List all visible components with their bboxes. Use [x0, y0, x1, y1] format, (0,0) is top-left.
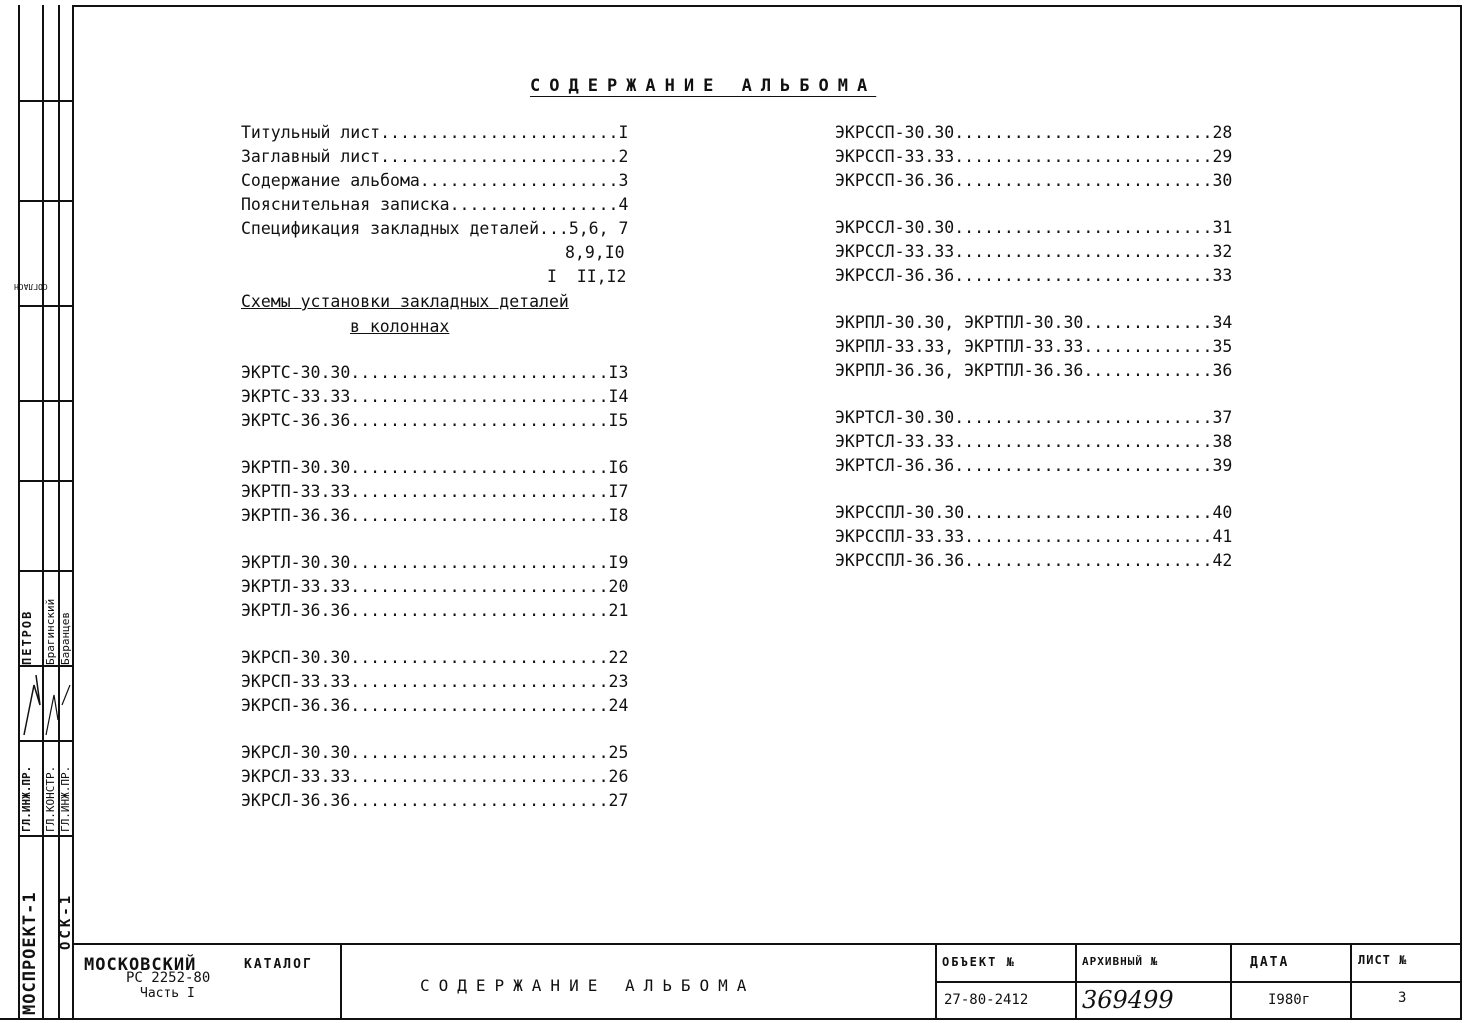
strip-line-2 [42, 5, 44, 1018]
toc-continuation: 8,9,I0 [565, 243, 625, 262]
toc-entry: ЭКРСЛ-36.36..........................27 [241, 791, 629, 810]
toc-entry: ЭКРТС-33.33..........................I4 [241, 387, 629, 406]
tb-code: РС 2252-80 [126, 970, 211, 986]
section-heading-2: в колоннах [350, 317, 450, 336]
strip-line-1 [18, 5, 20, 1018]
toc-continuation: I II,I2 [547, 267, 627, 286]
toc-entry: ЭКРТЛ-36.36..........................21 [241, 601, 629, 620]
strip-row-4 [18, 400, 72, 402]
strip-line-4 [72, 5, 74, 1018]
toc-entry: ЭКРТСЛ-36.36..........................39 [835, 456, 1233, 475]
toc-entry: ЭКРССПЛ-36.36.........................42 [835, 551, 1233, 570]
tb-org: МОСКОВСКИЙ [84, 955, 197, 975]
toc-entry: ЭКРСЛ-30.30..........................25 [241, 743, 629, 762]
toc-entry: Содержание альбома....................3 [241, 171, 629, 190]
tb-sheet-value: 3 [1398, 990, 1407, 1006]
toc-entry: ЭКРТП-36.36..........................I8 [241, 506, 629, 525]
toc-entry: ЭКРССЛ-30.30..........................31 [835, 218, 1233, 237]
toc-entry: ЭКРТЛ-33.33..........................20 [241, 577, 629, 596]
toc-entry: ЭКРПЛ-30.30, ЭКРТПЛ-30.30.............34 [835, 313, 1233, 332]
tb-part: Часть I [140, 986, 195, 1001]
tb-object-value: 27-80-2412 [944, 992, 1029, 1008]
toc-entry: Титульный лист........................I [241, 123, 629, 142]
strip-row-2 [18, 200, 72, 202]
tb-mid-line [935, 981, 1462, 983]
tb-archive-value: 369499 [1082, 986, 1174, 1014]
toc-entry: ЭКРССП-33.33..........................29 [835, 147, 1233, 166]
strip-name-2: Брагинский [44, 598, 57, 665]
toc-entry: ЭКРТП-30.30..........................I6 [241, 458, 629, 477]
strip-name-1: ПЕТРОВ [20, 609, 34, 665]
strip-role-2: ГЛ.КОНСТР. [44, 765, 57, 832]
tb-date-value: I980г [1268, 992, 1311, 1008]
tb-archive-label: АРХИВНЫЙ № [1082, 955, 1159, 968]
strip-name-3: Баранцев [59, 612, 72, 665]
tb-catalog: КАТАЛОГ [244, 957, 313, 972]
tb-divider-1 [340, 943, 342, 1018]
strip-row-6 [18, 570, 72, 572]
toc-entry: ЭКРТП-33.33..........................I7 [241, 482, 629, 501]
strip-dept: ОСК-1 [58, 892, 74, 950]
strip-line-3 [58, 5, 60, 1018]
title-block-top [72, 943, 1462, 945]
page-title: СОДЕРЖАНИЕ АЛЬБОМА [530, 76, 877, 96]
strip-row-9 [18, 835, 72, 837]
toc-entry: ЭКРПЛ-33.33, ЭКРТПЛ-33.33.............35 [835, 337, 1233, 356]
toc-entry: ЭКРССПЛ-33.33.........................41 [835, 527, 1233, 546]
toc-entry: ЭКРТЛ-30.30..........................I9 [241, 553, 629, 572]
toc-entry: ЭКРССПЛ-30.30.........................40 [835, 503, 1233, 522]
toc-entry: ЭКРТС-30.30..........................I3 [241, 363, 629, 382]
toc-entry: ЭКРССП-30.30..........................28 [835, 123, 1233, 142]
tb-sheet-name: СОДЕРЖАНИЕ АЛЬБОМА [420, 976, 756, 995]
tb-sheet-label: ЛИСТ № [1358, 953, 1408, 967]
strip-role-1: ГЛ.ИНЖ.ПР. [20, 765, 33, 832]
toc-entry: Спецификация закладных деталей...5,6, 7 [241, 219, 629, 238]
toc-entry: ЭКРСП-30.30..........................22 [241, 648, 629, 667]
strip-role-3: ГЛ.ИНЖ.ПР. [59, 765, 72, 832]
toc-entry: Пояснительная записка.................4 [241, 195, 629, 214]
tb-date-label: ДАТА [1250, 955, 1290, 970]
frame-right-border [1460, 5, 1462, 1018]
strip-stamp: СОГЛАСН [14, 282, 48, 291]
strip-org: МОСПРОЕКТ-1 [20, 891, 40, 1015]
toc-entry: Заглавный лист........................2 [241, 147, 629, 166]
toc-entry: ЭКРСП-36.36..........................24 [241, 696, 629, 715]
section-heading: Схемы установки закладных деталей [241, 292, 569, 311]
frame-top-border [72, 5, 1462, 7]
toc-entry: ЭКРСЛ-33.33..........................26 [241, 767, 629, 786]
tb-object-label: ОБЪЕКТ № [942, 955, 1016, 969]
toc-entry: ЭКРСП-33.33..........................23 [241, 672, 629, 691]
toc-entry: ЭКРССП-36.36..........................30 [835, 171, 1233, 190]
strip-row-5 [18, 480, 72, 482]
toc-entry: ЭКРТС-36.36..........................I5 [241, 411, 629, 430]
toc-entry: ЭКРССЛ-33.33..........................32 [835, 242, 1233, 261]
toc-entry: ЭКРПЛ-36.36, ЭКРТПЛ-36.36.............36 [835, 361, 1233, 380]
frame-bottom-border [0, 1018, 1462, 1020]
toc-entry: ЭКРТСЛ-33.33..........................38 [835, 432, 1233, 451]
signature-marks [18, 665, 72, 745]
toc-entry: ЭКРССЛ-36.36..........................33 [835, 266, 1233, 285]
strip-row-1 [18, 100, 72, 102]
toc-entry: ЭКРТСЛ-30.30..........................37 [835, 408, 1233, 427]
strip-row-3 [18, 305, 72, 307]
